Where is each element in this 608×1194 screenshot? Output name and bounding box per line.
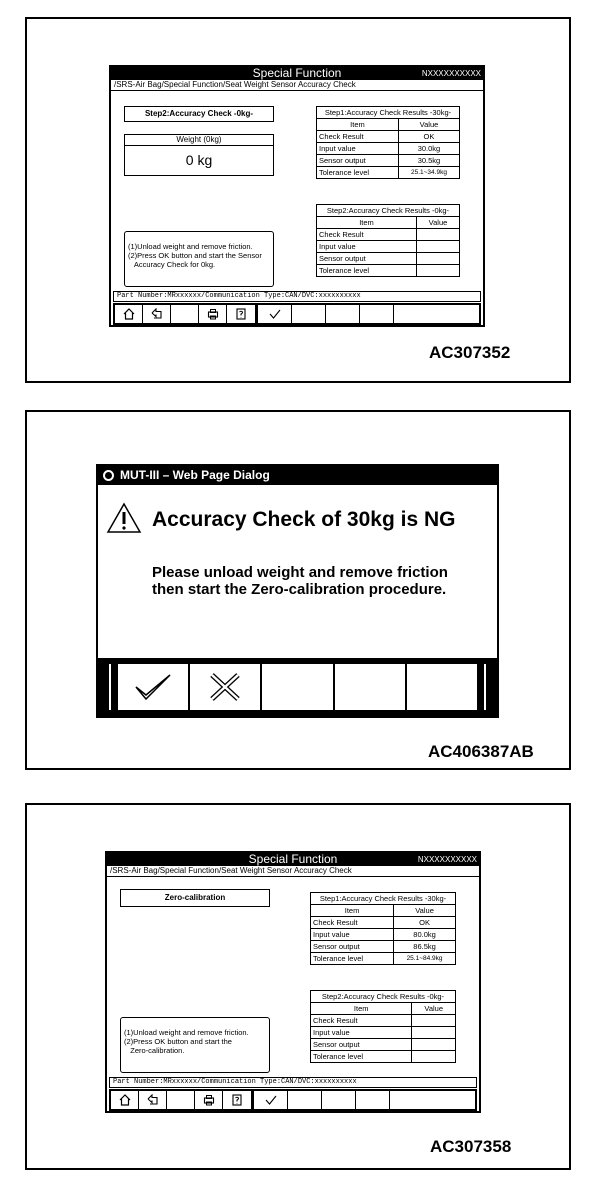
table-header: Item <box>311 1003 412 1015</box>
table-cell: Tolerance level <box>311 953 394 965</box>
toolbar-left-group <box>115 305 258 323</box>
part-number-bar: Part Number:MRxxxxxx/Communication Type:CAN/DVC:xxxxxxxxxx <box>113 291 481 302</box>
results-table-step1 <box>310 892 456 965</box>
table-cell: Input value <box>317 143 399 155</box>
dialog-title-bar <box>98 466 497 485</box>
dialog-message <box>152 564 448 598</box>
dialog-heading: Accuracy Check of 30kg is NG <box>152 508 456 531</box>
screen-title-bar <box>107 853 479 866</box>
table-header: Item <box>317 217 417 229</box>
bar-left-edge <box>107 662 113 712</box>
table-header: Value <box>417 217 460 229</box>
ok-button[interactable] <box>254 1091 288 1109</box>
empty-button[interactable] <box>262 664 334 710</box>
empty-button[interactable] <box>356 1091 390 1109</box>
home-button[interactable] <box>115 305 143 323</box>
table-row <box>311 953 456 965</box>
back-icon <box>147 1094 159 1106</box>
instruction-line: Zero-calibration. <box>124 1046 185 1055</box>
help-icon <box>231 1094 243 1106</box>
print-icon <box>203 1094 215 1106</box>
table-row <box>311 941 456 953</box>
cancel-icon <box>204 671 246 703</box>
empty-button[interactable] <box>335 664 407 710</box>
table-cell: Input value <box>317 241 417 253</box>
message-line: Please unload weight and remove friction <box>152 564 448 581</box>
back-button[interactable] <box>139 1091 167 1109</box>
table-cell <box>417 241 460 253</box>
home-button[interactable] <box>111 1091 139 1109</box>
table-cell: Tolerance level <box>317 167 399 179</box>
web-page-dialog <box>96 464 499 718</box>
table-row <box>311 1039 456 1051</box>
figure-label: AC307352 <box>429 343 511 362</box>
results-table-step2 <box>310 990 456 1063</box>
back-icon <box>151 308 163 320</box>
table-caption: Step2:Accuracy Check Results -0kg- <box>317 205 460 217</box>
table-cell: Input value <box>311 1027 412 1039</box>
table-cell: Tolerance level <box>317 265 417 277</box>
weight-label: Weight (0kg) <box>125 135 273 146</box>
screen-id: NXXXXXXXXXX <box>417 855 477 864</box>
screen-title: Special Function <box>252 66 342 80</box>
check-icon <box>132 671 174 703</box>
figure-panel-3 <box>25 803 571 1170</box>
table-cell: Input value <box>311 929 394 941</box>
empty-button[interactable] <box>326 305 360 323</box>
figure-panel-1 <box>25 17 571 383</box>
print-button[interactable] <box>199 305 227 323</box>
table-row <box>311 1015 456 1027</box>
table-cell: 80.0kg <box>394 929 456 941</box>
table-row <box>317 131 460 143</box>
back-button[interactable] <box>143 305 171 323</box>
table-cell <box>412 1027 456 1039</box>
dialog-buttons <box>116 662 479 712</box>
table-cell <box>412 1051 456 1063</box>
table-row <box>317 229 460 241</box>
table-header: Value <box>394 905 456 917</box>
table-row <box>317 167 460 179</box>
table-cell: OK <box>398 131 459 143</box>
dialog-title: MUT-III – Web Page Dialog <box>120 468 270 482</box>
weight-display <box>124 134 274 176</box>
table-cell: OK <box>394 917 456 929</box>
special-function-screen <box>109 65 485 327</box>
screen-title: Special Function <box>248 852 338 866</box>
empty-button[interactable] <box>167 1091 195 1109</box>
toolbar <box>113 303 481 325</box>
special-function-screen <box>105 851 481 1113</box>
table-row <box>317 241 460 253</box>
weight-value: 0 kg <box>185 152 213 168</box>
warning-icon <box>106 502 142 534</box>
home-icon <box>119 1094 131 1106</box>
table-cell: Sensor output <box>311 1039 412 1051</box>
table-header: Value <box>398 119 459 131</box>
empty-button[interactable] <box>390 1091 424 1109</box>
toolbar <box>109 1089 477 1111</box>
table-cell: Check Result <box>317 229 417 241</box>
empty-button[interactable] <box>360 305 394 323</box>
table-cell: Sensor output <box>311 941 394 953</box>
empty-button[interactable] <box>322 1091 356 1109</box>
message-line: then start the Zero-calibration procedure. <box>152 581 447 598</box>
table-caption: Step1:Accuracy Check Results -30kg- <box>317 107 460 119</box>
table-cell <box>417 253 460 265</box>
table-row <box>317 143 460 155</box>
table-row <box>311 1051 456 1063</box>
table-header: Value <box>412 1003 456 1015</box>
table-header: Item <box>317 119 399 131</box>
help-icon <box>235 308 247 320</box>
instruction-line: Accuracy Check for 0kg. <box>128 260 216 269</box>
table-row <box>317 253 460 265</box>
table-cell: Check Result <box>317 131 399 143</box>
ok-button[interactable] <box>118 664 190 710</box>
part-number-bar: Part Number:MRxxxxxx/Communication Type:CAN/DVC:xxxxxxxxxx <box>109 1077 477 1088</box>
toolbar-left-group <box>111 1091 254 1109</box>
screen-title-bar <box>111 67 483 80</box>
empty-button[interactable] <box>288 1091 322 1109</box>
bar-right-edge <box>482 662 488 712</box>
cancel-button[interactable] <box>190 664 262 710</box>
check-icon <box>265 1094 277 1106</box>
toolbar-right-group <box>254 1091 475 1109</box>
step-label: Zero-calibration <box>120 889 270 907</box>
results-table-step1 <box>316 106 460 179</box>
home-icon <box>123 308 135 320</box>
table-cell: Tolerance level <box>311 1051 412 1063</box>
table-row <box>317 265 460 277</box>
table-cell <box>417 229 460 241</box>
table-row <box>311 929 456 941</box>
table-caption: Step2:Accuracy Check Results -0kg- <box>311 991 456 1003</box>
print-button[interactable] <box>195 1091 223 1109</box>
toolbar-right-group <box>258 305 479 323</box>
help-button[interactable] <box>227 305 255 323</box>
empty-button[interactable] <box>407 664 477 710</box>
table-cell: 25.1~84.9kg <box>394 953 456 965</box>
table-caption: Step1:Accuracy Check Results -30kg- <box>311 893 456 905</box>
table-cell: 25.1~34.9kg <box>398 167 459 179</box>
screen-id: NXXXXXXXXXX <box>421 69 481 78</box>
table-row <box>311 917 456 929</box>
ok-button[interactable] <box>258 305 292 323</box>
breadcrumb: /SRS-Air Bag/Special Function/Seat Weight Sensor Accuracy Check <box>107 866 479 877</box>
instruction-line: (2)Press OK button and start the Sensor <box>128 251 262 260</box>
table-row <box>317 155 460 167</box>
instruction-line: (2)Press OK button and start the <box>124 1037 232 1046</box>
table-header: Item <box>311 905 394 917</box>
print-icon <box>207 308 219 320</box>
table-cell <box>417 265 460 277</box>
table-cell: Check Result <box>311 917 394 929</box>
empty-button[interactable] <box>394 305 428 323</box>
table-cell <box>412 1039 456 1051</box>
empty-button[interactable] <box>292 305 326 323</box>
table-cell <box>412 1015 456 1027</box>
results-table-step2 <box>316 204 460 277</box>
table-cell: Sensor output <box>317 155 399 167</box>
browser-icon <box>103 470 114 481</box>
instruction-line: (1)Unload weight and remove friction. <box>124 1028 249 1037</box>
help-button[interactable] <box>223 1091 251 1109</box>
table-cell: 86.5kg <box>394 941 456 953</box>
instruction-line: (1)Unload weight and remove friction. <box>128 242 253 251</box>
dialog-button-bar <box>98 658 497 716</box>
table-cell: 30.5kg <box>398 155 459 167</box>
check-icon <box>269 308 281 320</box>
empty-button[interactable] <box>171 305 199 323</box>
table-cell: Check Result <box>311 1015 412 1027</box>
table-row <box>311 1027 456 1039</box>
table-cell: 30.0kg <box>398 143 459 155</box>
instructions-box <box>124 231 274 287</box>
breadcrumb: /SRS-Air Bag/Special Function/Seat Weight Sensor Accuracy Check <box>111 80 483 91</box>
table-cell: Sensor output <box>317 253 417 265</box>
figure-label: AC406387AB <box>428 742 534 761</box>
figure-label: AC307358 <box>430 1137 512 1156</box>
instructions-box <box>120 1017 270 1073</box>
step-label: Step2:Accuracy Check -0kg- <box>124 106 274 122</box>
